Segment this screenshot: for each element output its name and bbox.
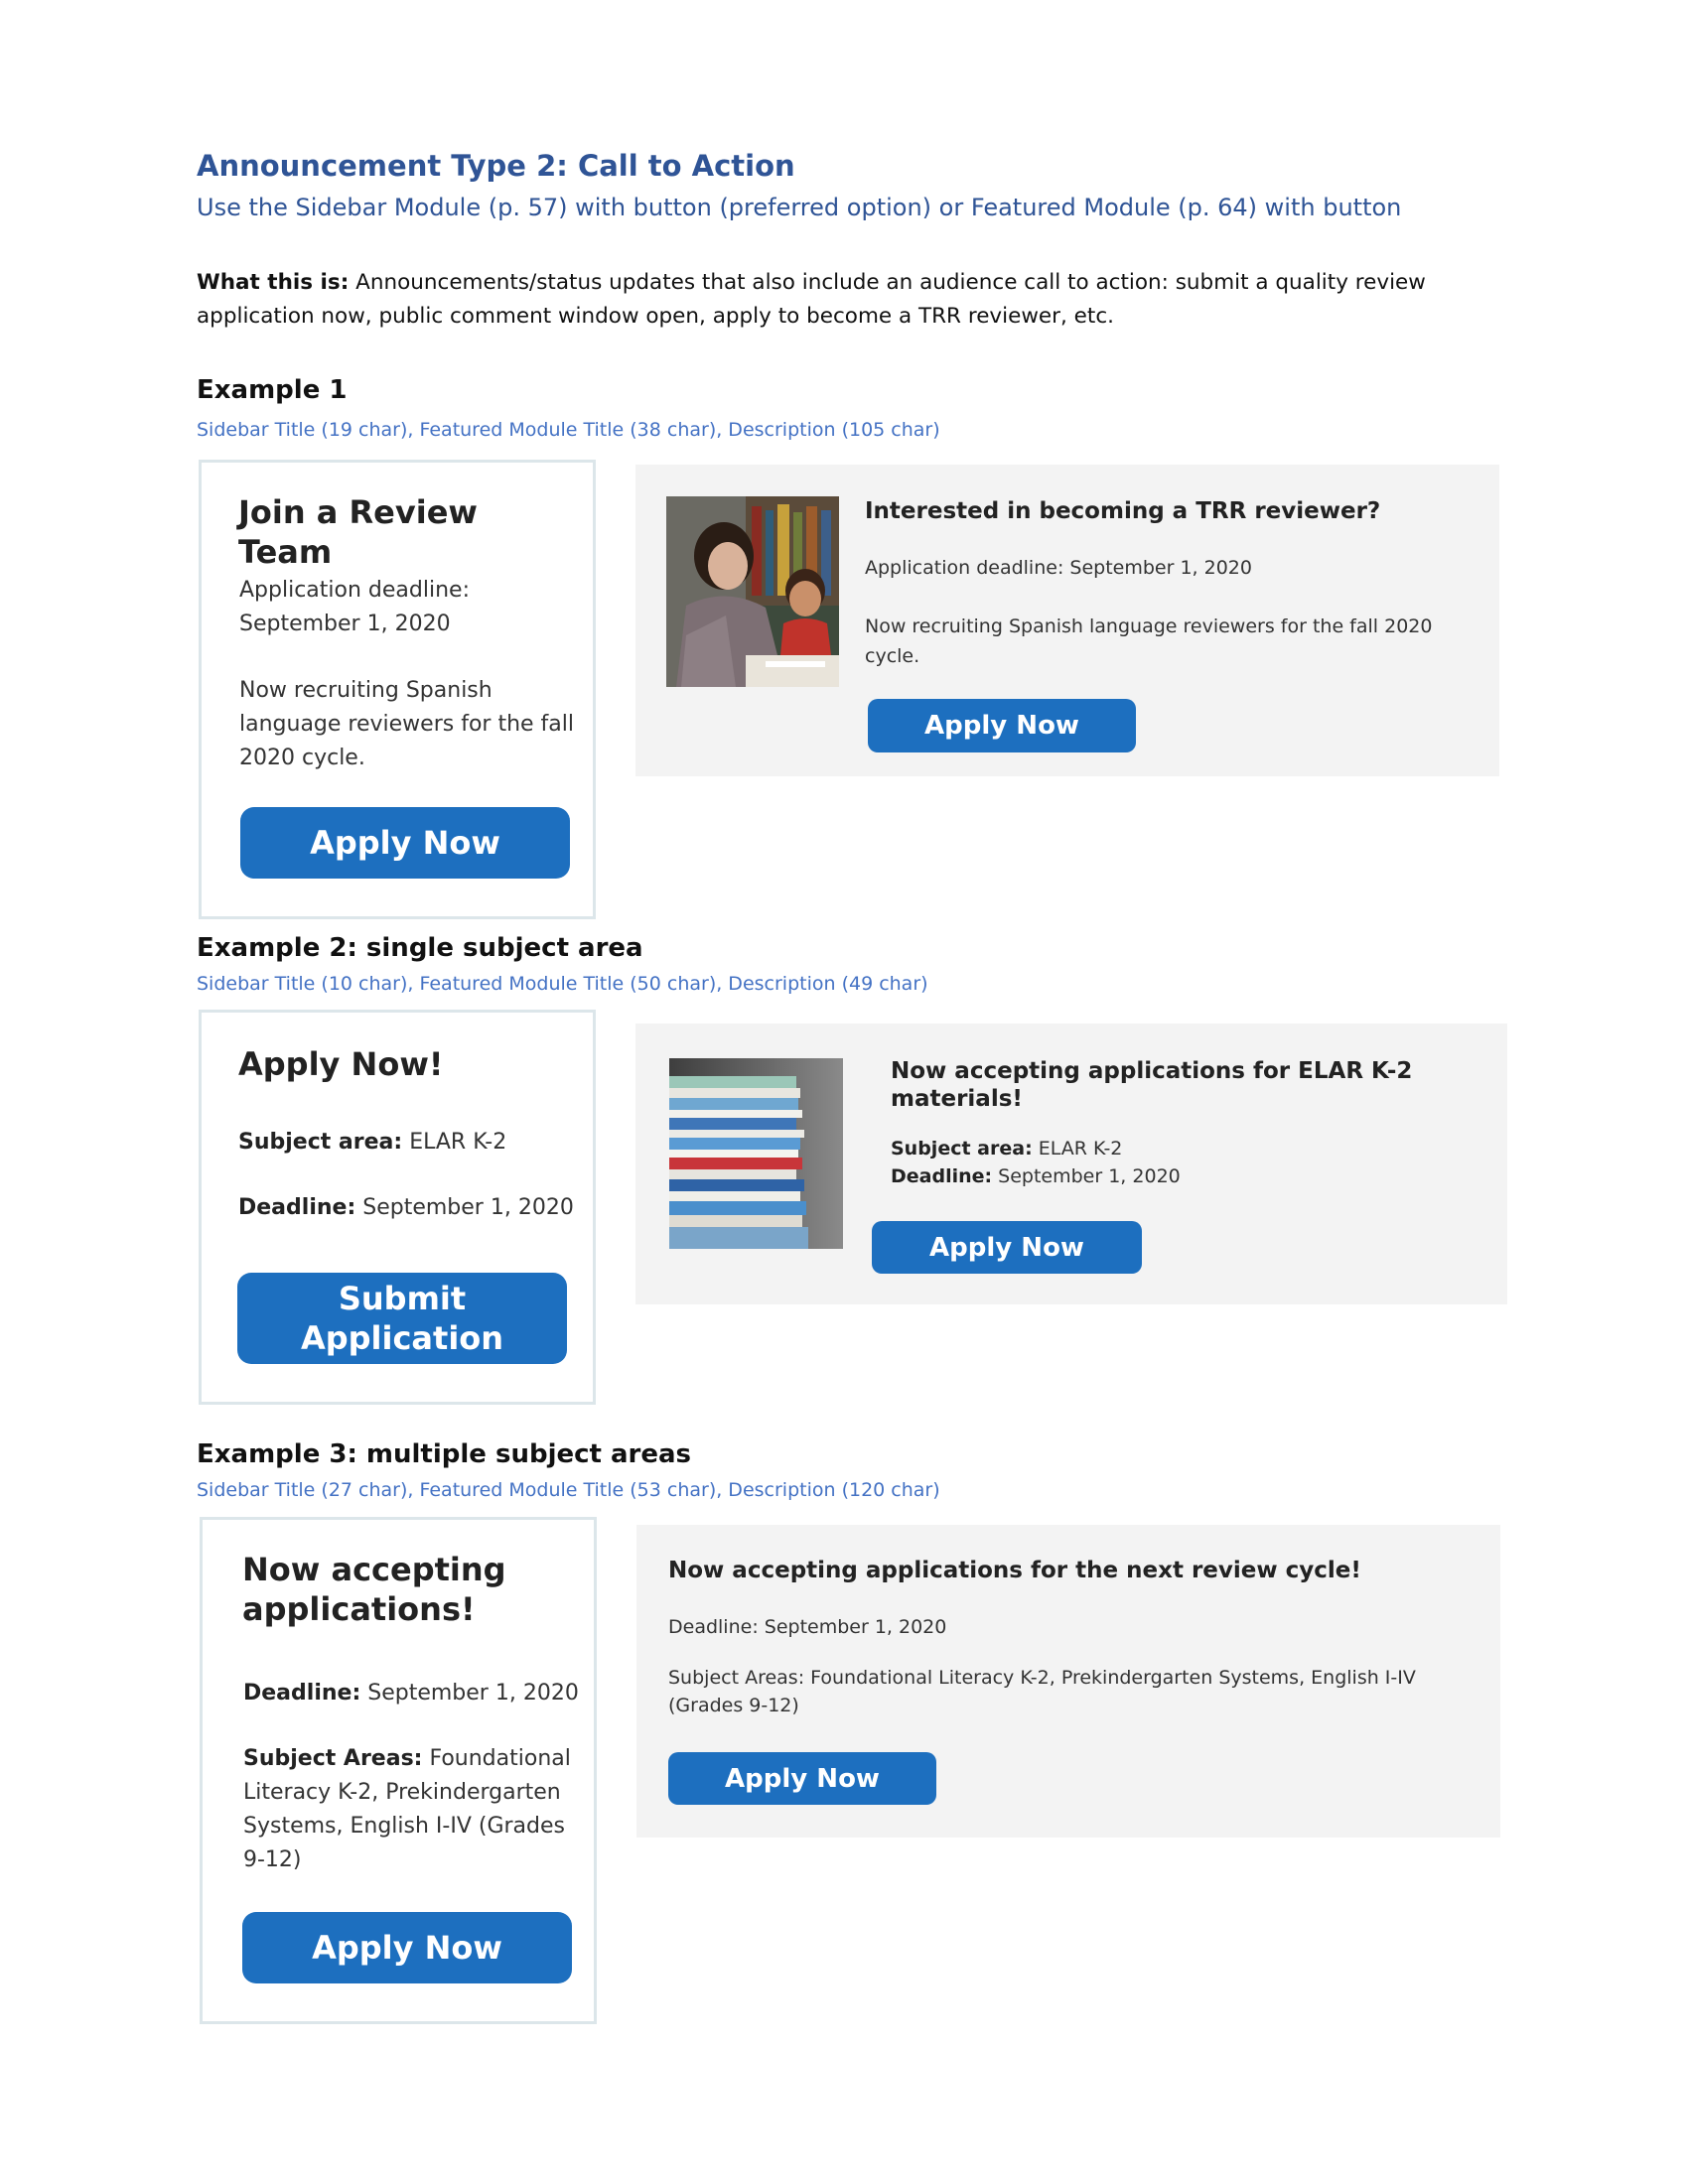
- featured-deadline: Deadline: September 1, 2020: [668, 1616, 947, 1638]
- sidebar-subject-area: [238, 1126, 586, 1160]
- page-subtitle: Use the Sidebar Module (p. 57) with button (preferred option) or Featured Module (p. 64) with button: [197, 194, 1402, 221]
- teacher-and-child-photo: [666, 496, 839, 687]
- deadline-value: September 1, 2020: [360, 1681, 579, 1706]
- featured-deadline: Application deadline: September 1, 2020: [865, 557, 1252, 579]
- sidebar-deadline: Application deadline: September 1, 2020: [239, 578, 470, 636]
- sidebar-subject-areas: [243, 1742, 581, 1877]
- featured-subject-area: [891, 1135, 1486, 1162]
- intro-paragraph: [197, 266, 1487, 334]
- subject-area-label: Subject area:: [238, 1130, 403, 1155]
- featured-deadline: [891, 1162, 1486, 1190]
- sidebar-deadline: [238, 1191, 586, 1225]
- deadline-label: Deadline:: [243, 1681, 361, 1706]
- stack-of-books-photo: [669, 1058, 843, 1249]
- apply-now-button[interactable]: Apply Now: [872, 1221, 1142, 1274]
- featured-subject-areas: Subject Areas: Foundational Literacy K-2, Prekindergarten Systems, English I-IV (Grades 9-12): [668, 1667, 1416, 1716]
- apply-now-button[interactable]: Apply Now: [868, 699, 1136, 752]
- deadline-label: Deadline:: [238, 1195, 356, 1220]
- example-3-meta: Sidebar Title (27 char), Featured Module Title (53 char), Description (120 char): [197, 1479, 940, 1501]
- subject-area-value: ELAR K-2: [1032, 1138, 1123, 1160]
- deadline-value: September 1, 2020: [992, 1165, 1181, 1187]
- example-3-featured-module: [636, 1525, 1500, 1838]
- example-2-sidebar-module: [199, 1010, 596, 1405]
- example-1-sidebar-module: [199, 460, 596, 919]
- example-3-sidebar-module: [200, 1517, 597, 2024]
- featured-description: Now recruiting Spanish language reviewers for the fall 2020 cycle.: [865, 615, 1433, 667]
- deadline-label: Deadline:: [891, 1165, 993, 1187]
- intro-text: Announcements/status updates that also include an audience call to action: submit a quality review application now, public comment window open, apply to become a TRR reviewer, etc.: [197, 270, 1426, 329]
- apply-now-button[interactable]: Apply Now: [240, 807, 570, 879]
- example-3-heading: Example 3: multiple subject areas: [197, 1439, 692, 1469]
- example-2-featured-module: [635, 1024, 1507, 1304]
- subject-area-label: Subject area:: [891, 1138, 1033, 1160]
- sidebar-title: Join a Review Team: [238, 493, 478, 571]
- teacher-and-child-photo-icon: [666, 496, 839, 687]
- sidebar-title: Apply Now!: [238, 1045, 444, 1083]
- featured-title: Now accepting applications for ELAR K-2 materials!: [891, 1058, 1413, 1112]
- page-title: Announcement Type 2: Call to Action: [197, 149, 795, 183]
- example-1-meta: Sidebar Title (19 char), Featured Module Title (38 char), Description (105 char): [197, 419, 940, 441]
- example-1-featured-module: [635, 465, 1499, 776]
- sidebar-description: Now recruiting Spanish language reviewers for the fall 2020 cycle.: [239, 678, 575, 770]
- sidebar-title: Now accepting applications!: [242, 1551, 506, 1628]
- stack-of-books-photo-icon: [669, 1058, 843, 1249]
- example-2-heading: Example 2: single subject area: [197, 933, 643, 963]
- sidebar-deadline: [243, 1677, 591, 1710]
- apply-now-button[interactable]: Apply Now: [242, 1912, 572, 1983]
- deadline-value: September 1, 2020: [355, 1195, 574, 1220]
- featured-title: Now accepting applications for the next review cycle!: [668, 1558, 1361, 1583]
- subject-areas-value: Foundational Literacy K-2, Prekindergarten Systems, English I-IV (Grades 9-12): [243, 1746, 571, 1872]
- example-1-heading: Example 1: [197, 375, 348, 405]
- apply-now-button[interactable]: Apply Now: [668, 1752, 936, 1805]
- subject-area-value: ELAR K-2: [402, 1130, 507, 1155]
- example-2-meta: Sidebar Title (10 char), Featured Module Title (50 char), Description (49 char): [197, 973, 928, 995]
- submit-application-button[interactable]: Submit Application: [237, 1273, 567, 1364]
- intro-label: What this is:: [197, 270, 350, 295]
- featured-title: Interested in becoming a TRR reviewer?: [865, 498, 1381, 524]
- subject-areas-label: Subject Areas:: [243, 1746, 423, 1771]
